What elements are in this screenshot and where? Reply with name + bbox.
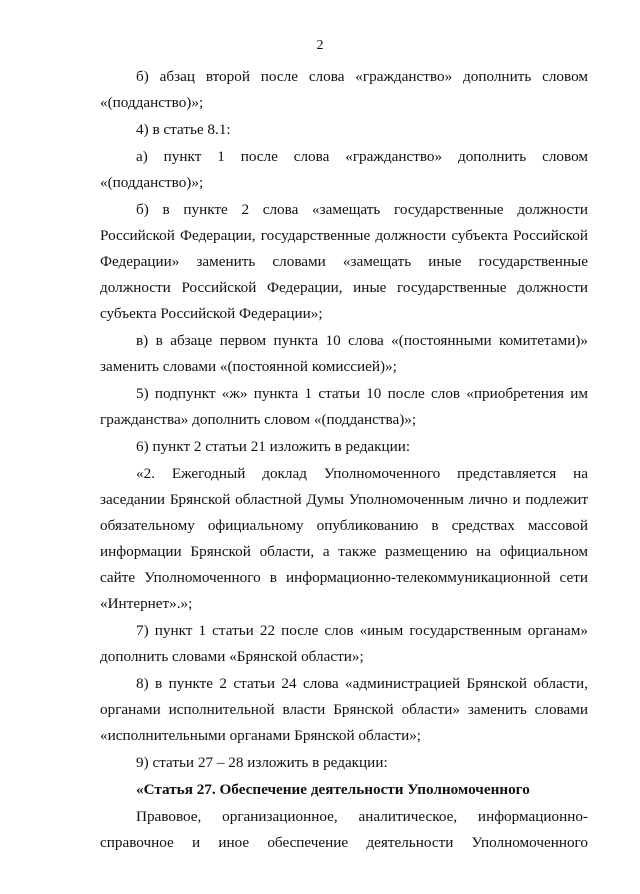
paragraph-item-8-article-24: 8) в пункте 2 статьи 24 слова «администрацией Брянской области, органами исполнительной власти Брянской области» заменить словами «исполнительными органами Брянской области»; [100, 675, 588, 744]
paragraph-annual-report-text: «2. Ежегодный доклад Уполномоченного представляется на заседании Брянской областной Думы Уполномоченным лично и подлежит обязательному официальному опубликованию в средствах массовой информации Брянской области, а также размещению на официальном сайте Уполномоченного в информационно-телекоммуникационной сети «Интернет».»; [100, 465, 588, 612]
paragraph-item-9-articles-27-28: 9) статьи 27 – 28 изложить в редакции: [136, 754, 388, 771]
page-number: 2 [316, 38, 324, 53]
document-body [100, 64, 588, 857]
paragraph-item-5-article-10: 5) подпункт «ж» пункта 1 статьи 10 после слов «приобретения им гражданства» дополнить словом «(подданства)»; [100, 385, 588, 428]
paragraph-amendment-a-point-1: а) пункт 1 после слова «гражданство» дополнить словом «(подданство)»; [100, 148, 588, 191]
paragraph-article-27-text: Правовое, организационное, аналитическое, информационно-справочное и иное обеспечение деятельности Уполномоченного [100, 808, 588, 851]
paragraph-item-7-article-22: 7) пункт 1 статьи 22 после слов «иным государственным органам» дополнить словами «Брянской области»; [100, 622, 588, 665]
paragraph-item-6-article-21: 6) пункт 2 статьи 21 изложить в редакции: [136, 438, 411, 455]
paragraph-amendment-v-point-10: в) в абзаце первом пункта 10 слова «(постоянными комитетами)» заменить словами «(постоянной комиссией)»; [100, 332, 588, 375]
paragraph-amendment-b-point-2: б) в пункте 2 слова «замещать государственные должности Российской Федерации, государственные должности субъекта Российской Федерации» заменить словами «замещать иные государственные должности Российской Федерации, иные государственные должности субъекта Российской Федерации»; [100, 201, 588, 322]
article-27-heading: «Статья 27. Обеспечение деятельности Уполномоченного [136, 781, 530, 798]
paragraph-amendment-b-second-abzac: б) абзац второй после слова «гражданство» дополнить словом «(подданство)»; [100, 68, 588, 111]
paragraph-item-4-article-8-1: 4) в статье 8.1: [136, 121, 231, 138]
